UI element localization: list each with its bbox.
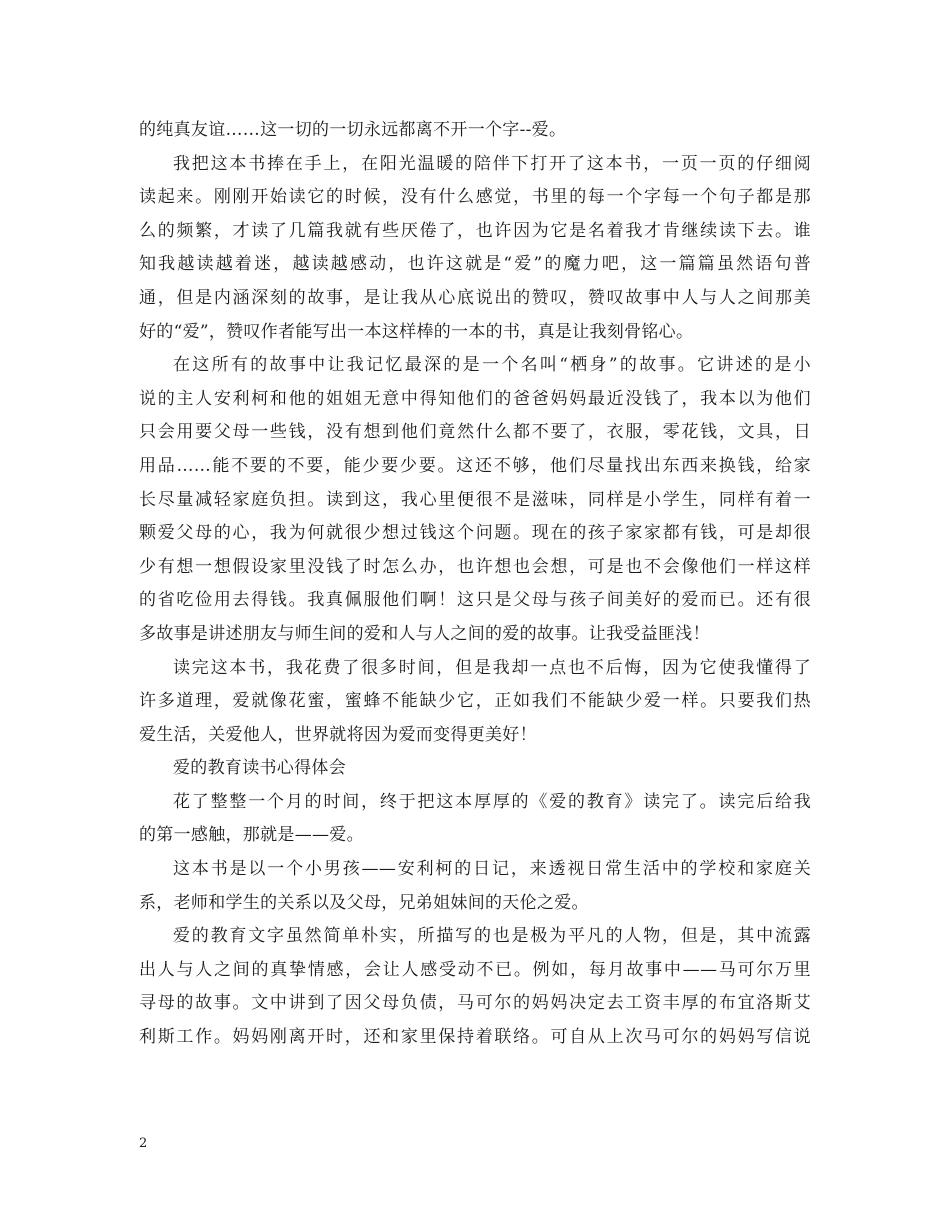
text-line: 系，老师和学生的关系以及父母，兄弟姐妹间的天伦之爱。 [139, 892, 589, 913]
text-line: 颗爱父母的心，我为何就很少想过钱这个问题。现在的孩子家家都有钱，可是却很 [139, 523, 811, 544]
text-line: 在这所有的故事中让我记忆最深的是一个名叫“栖身”的故事。它讲述的是小 [173, 355, 811, 376]
text-line: 花了整整一个月的时间，终于把这本厚厚的《爱的教育》读完了。读完后给我 [173, 791, 811, 812]
text-line: 爱的教育读书心得体会 [173, 758, 346, 779]
text-line: 我把这本书捧在手上，在阳光温暖的陪伴下打开了这本书，一页一页的仔细阅 [173, 153, 811, 174]
text-line: 的纯真友谊……这一切的一切永远都离不开一个字--爱。 [139, 120, 567, 140]
text-line: 知我越读越着迷，越读越感动，也许这就是“爱”的魔力吧，这一篇篇虽然语句普 [139, 254, 811, 275]
text-line: 爱生活，关爱他人，世界就将因为爱而变得更美好！ [139, 724, 537, 745]
text-line: 利斯工作。妈妈刚离开时，还和家里保持着联络。可自从上次马可尔的妈妈写信说 [139, 1027, 811, 1048]
text-line: 用品……能不要的不要，能少要少要。这还不够，他们尽量找出东西来换钱，给家 [139, 455, 811, 476]
text-line: 么的频繁，才读了几篇我就有些厌倦了，也许因为它是名着我才肯继续读下去。谁 [139, 220, 811, 241]
text-line: 只会用要父母一些钱，没有想到他们竟然什么都不要了，衣服，零花钱，文具，日 [139, 422, 811, 443]
text-line: 寻母的故事。文中讲到了因父母负债，马可尔的妈妈决定去工资丰厚的布宜洛斯艾 [139, 993, 811, 1014]
text-line: 的省吃俭用去得钱。我真佩服他们啊！这只是父母与孩子间美好的爱而已。还有很 [139, 590, 811, 611]
text-line: 说的主人安利柯和他的姐姐无意中得知他们的爸爸妈妈最近没钱了，我本以为他们 [139, 388, 811, 409]
text-line: 爱的教育文字虽然简单朴实，所描写的也是极为平凡的人物，但是，其中流露 [173, 926, 811, 947]
text-line: 出人与人之间的真挚情感，会让人感受动不已。例如，每月故事中——马可尔万里 [139, 959, 811, 980]
text-line: 读完这本书，我花费了很多时间，但是我却一点也不后悔，因为它使我懂得了 [173, 657, 811, 678]
text-line: 多故事是讲述朋友与师生间的爱和人与人之间的爱的故事。让我受益匪浅！ [139, 623, 710, 644]
text-line: 少有想一想假设家里没钱了时怎么办，也许想也会想，可是也不会像他们一样这样 [139, 556, 811, 577]
text-line: 的第一感触，那就是——爱。 [139, 825, 364, 846]
text-line: 通，但是内涵深刻的故事，是让我从心底说出的赞叹，赞叹故事中人与人之间那美 [139, 287, 811, 308]
text-line: 长尽量减轻家庭负担。读到这，我心里便很不是滋味，同样是小学生，同样有着一 [139, 489, 811, 510]
text-line: 这本书是以一个小男孩——安利柯的日记，来透视日常生活中的学校和家庭关 [173, 859, 811, 880]
text-line: 许多道理，爱就像花蜜，蜜蜂不能缺少它，正如我们不能缺少爱一样。只要我们热 [139, 691, 811, 712]
text-line: 好的“爱”，赞叹作者能写出一本这样棒的一本的书，真是让我刻骨铭心。 [139, 321, 694, 342]
text-line: 读起来。刚刚开始读它的时候，没有什么感觉，书里的每一个字每一个句子都是那 [139, 187, 811, 208]
document-body [139, 114, 811, 1055]
page-number: 2 [139, 1136, 148, 1151]
